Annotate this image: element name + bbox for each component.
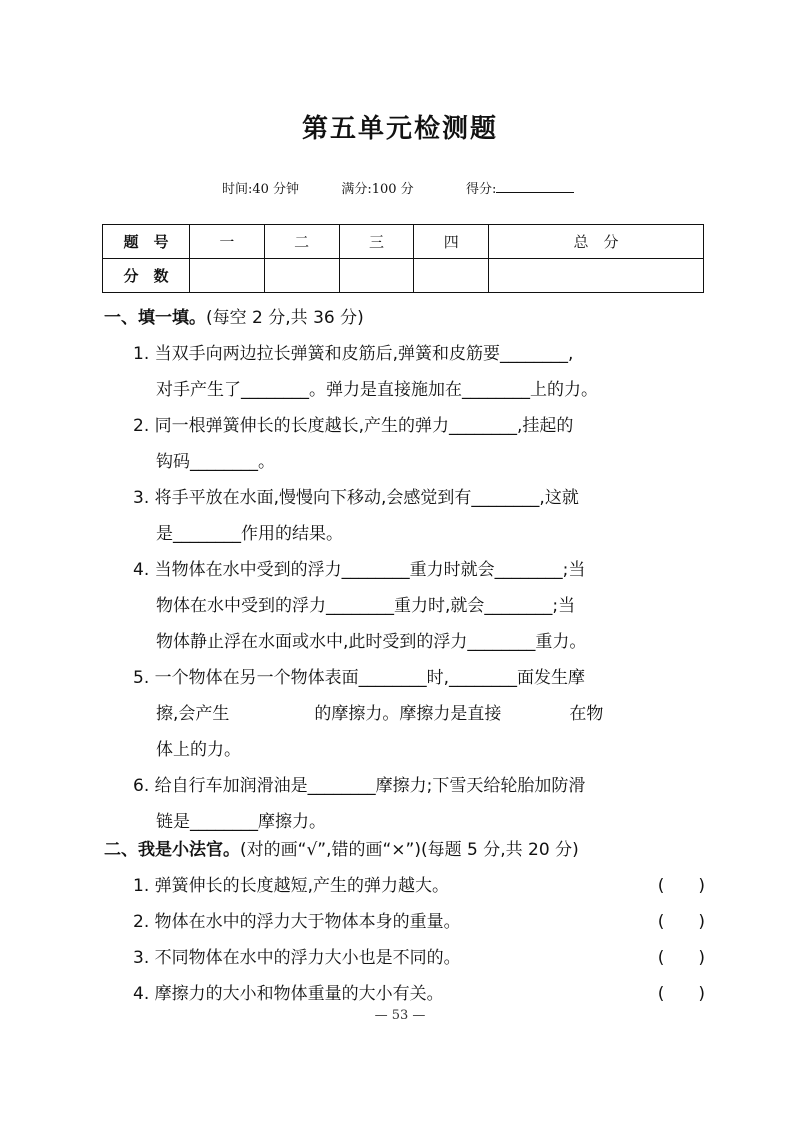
score-input-cell[interactable]: [489, 259, 704, 293]
table-cell: 总 分: [489, 225, 704, 259]
question-line: 是________作用的结果。: [156, 524, 343, 544]
question-line: 钩码________。: [156, 452, 275, 472]
question-line: 4. 当物体在水中受到的浮力________重力时就会________;当: [133, 560, 586, 580]
table-cell: 二: [264, 225, 339, 259]
question-line: 物体在水中受到的浮力________重力时,就会________;当: [156, 596, 576, 616]
question-line: 擦,会产生 的摩擦力。摩擦力是直接 在物: [156, 704, 604, 724]
full-score-label: 满分:100 分: [341, 182, 414, 197]
question-line: 体上的力。: [156, 740, 241, 760]
judge-item: [133, 871, 705, 896]
answer-parentheses[interactable]: ( ): [657, 876, 705, 896]
answer-parentheses[interactable]: ( ): [657, 984, 705, 1004]
question-line: 2. 同一根弹簧伸长的长度越长,产生的弹力________,挂起的: [133, 416, 574, 436]
table-cell: 题 号: [103, 225, 190, 259]
table-cell: 一: [190, 225, 265, 259]
section2-title: 二、我是小法官。: [104, 840, 240, 860]
score-blank[interactable]: [496, 180, 574, 193]
score-table-score-row: [103, 259, 704, 293]
score-input-cell[interactable]: [414, 259, 489, 293]
section1-heading: [104, 303, 364, 328]
question-line: 3. 将手平放在水面,慢慢向下移动,会感觉到有________,这就: [133, 488, 579, 508]
question-line: 物体静止浮在水面或水中,此时受到的浮力________重力。: [156, 632, 587, 652]
exam-info: [222, 178, 574, 197]
judge-text: 1. 弹簧伸长的长度越短,产生的弹力越大。: [133, 876, 450, 896]
question-line: 对手产生了________。弹力是直接施加在________上的力。: [156, 380, 598, 400]
table-cell: 四: [414, 225, 489, 259]
judge-text: 3. 不同物体在水中的浮力大小也是不同的。: [133, 948, 461, 968]
question-line: 链是________摩擦力。: [156, 812, 326, 832]
section2-note: (对的画“√”,错的画“×”)(每题 5 分,共 20 分): [240, 840, 579, 860]
score-label: 得分:: [465, 182, 497, 197]
section1-title: 一、填一填。: [104, 308, 206, 328]
question-line: 1. 当双手向两边拉长弹簧和皮筋后,弹簧和皮筋要________,: [133, 344, 574, 364]
page-title: 第五单元检测题: [301, 114, 498, 144]
answer-parentheses[interactable]: ( ): [657, 948, 705, 968]
section1-note: (每空 2 分,共 36 分): [206, 308, 364, 328]
judge-text: 2. 物体在水中的浮力大于物体本身的重量。: [133, 912, 461, 932]
answer-parentheses[interactable]: ( ): [657, 912, 705, 932]
score-table: [102, 224, 704, 293]
table-cell: 三: [339, 225, 414, 259]
question-line: 5. 一个物体在另一个物体表面________时,________面发生摩: [133, 668, 586, 688]
judge-item: [133, 943, 705, 968]
score-table-header-row: [103, 225, 704, 259]
score-input-cell[interactable]: [339, 259, 414, 293]
judge-item: [133, 907, 705, 932]
table-cell: 分 数: [103, 259, 190, 293]
question-line: 6. 给自行车加润滑油是________摩擦力;下雪天给轮胎加防滑: [133, 776, 586, 796]
score-input-cell[interactable]: [264, 259, 339, 293]
judge-text: 4. 摩擦力的大小和物体重量的大小有关。: [133, 984, 444, 1004]
page-number: — 53 —: [374, 1008, 426, 1023]
section2-heading: [104, 835, 579, 860]
judge-item: [133, 979, 705, 1004]
time-label: 时间:40 分钟: [222, 182, 300, 197]
score-input-cell[interactable]: [190, 259, 265, 293]
